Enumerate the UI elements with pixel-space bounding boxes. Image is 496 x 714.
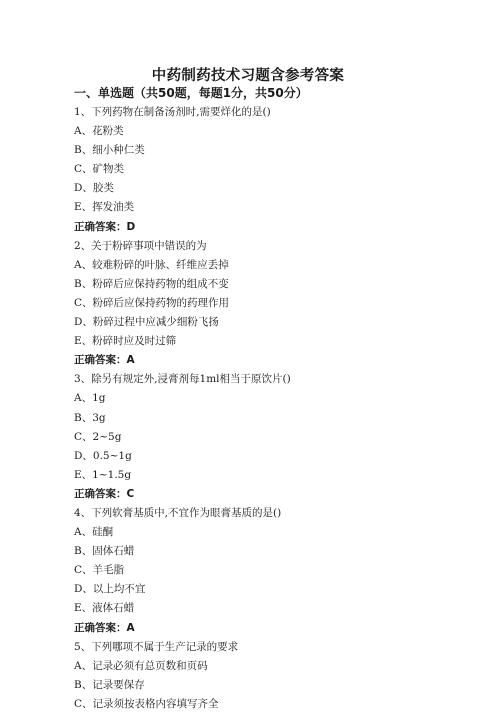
option-a: A、较难粉碎的叶脉、纤维应丢掉 bbox=[74, 258, 229, 271]
option-a: A、花粉类 bbox=[74, 125, 124, 138]
question-block bbox=[74, 504, 434, 638]
option-a: A、硅酮 bbox=[74, 526, 114, 539]
option-a: A、记录必须有总页数和页码 bbox=[74, 659, 208, 672]
option-a: A、1g bbox=[74, 392, 106, 405]
option-c: C、矿物类 bbox=[74, 163, 125, 176]
option-c: C、羊毛脂 bbox=[74, 564, 125, 577]
question-block bbox=[74, 103, 434, 237]
option-d: D、0.5~1g bbox=[74, 449, 132, 462]
question-block bbox=[74, 638, 434, 714]
option-b: B、记录要保存 bbox=[74, 678, 145, 691]
option-c: C、记录须按表格内容填写齐全 bbox=[74, 697, 219, 710]
question-stem: 4、下列软膏基质中,不宜作为眼膏基质的是() bbox=[74, 506, 282, 519]
page-title: 中药制药技术习题含参考答案 bbox=[151, 68, 345, 84]
correct-answer: 正确答案：D bbox=[74, 220, 136, 233]
question-stem: 3、除另有规定外,浸膏剂每1ml相当于原饮片() bbox=[74, 373, 291, 386]
question-block bbox=[74, 370, 434, 504]
correct-answer: 正确答案：A bbox=[74, 621, 135, 634]
option-d: D、粉碎过程中应减少细粉飞扬 bbox=[74, 316, 219, 329]
option-d: D、以上均不宜 bbox=[74, 583, 146, 596]
option-b: B、粉碎后应保持药物的组成不变 bbox=[74, 277, 229, 290]
question-list bbox=[74, 84, 434, 714]
correct-answer: 正确答案：C bbox=[74, 487, 135, 500]
option-c: C、粉碎后应保持药物的药理作用 bbox=[74, 296, 230, 309]
option-e: E、1~1.5g bbox=[74, 468, 132, 481]
question-block bbox=[74, 237, 434, 371]
correct-answer: 正确答案：A bbox=[74, 354, 135, 367]
question-stem: 2、关于粉碎事项中错误的为 bbox=[74, 239, 207, 252]
option-e: E、粉碎时应及时过筛 bbox=[74, 335, 177, 348]
section-heading: 一、单选题（共50题，每题1分，共50分） bbox=[74, 86, 308, 100]
option-e: E、挥发油类 bbox=[74, 201, 135, 214]
option-d: D、胶类 bbox=[74, 182, 114, 195]
option-c: C、2~5g bbox=[74, 430, 122, 443]
option-b: B、3g bbox=[74, 411, 106, 424]
option-b: B、细小种仁类 bbox=[74, 144, 145, 157]
option-e: E、液体石蜡 bbox=[74, 602, 135, 615]
option-b: B、固体石蜡 bbox=[74, 545, 135, 558]
question-stem: 5、下列哪项不属于生产记录的要求 bbox=[74, 640, 239, 653]
question-stem: 1、下列药物在制备汤剂时,需要烊化的是() bbox=[74, 106, 271, 118]
